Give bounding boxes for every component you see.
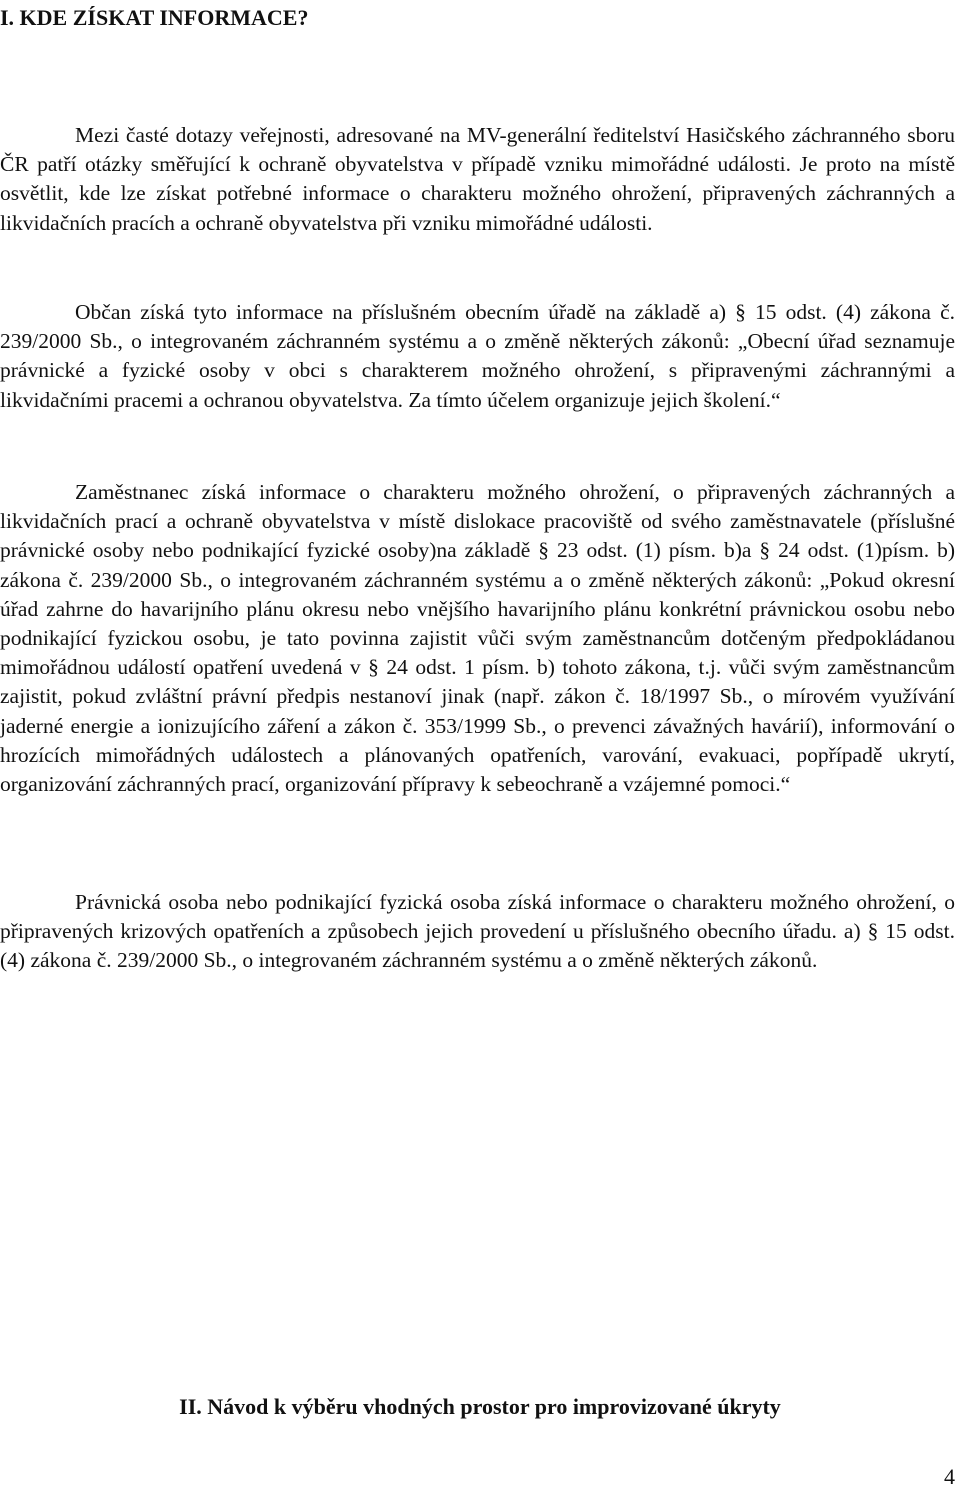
paragraph-employee: Zaměstnanec získá informace o charakteru možného ohrožení, o připravených záchranných a likvidačních prací a ochraně obyvatelstva v místě dislokace pracoviště od svého zaměstnavatele (příslušné právnické osoby nebo podnikající fyzické osoby)na základě § 23 odst. (1) písm. b)a § 24 odst. (1)písm. b) zákona č. 239/2000 Sb., o integrovaném záchranném systému a o změně některých zákonů: „Pokud okresní úřad zahrne do havarijního plánu okresu nebo vnějšího havarijního plánu konkrétní právnickou osobu nebo podnikající fyzickou osobu, je tato povinna zajistit vůči svým zaměstnancům dotčeným předpokládanou mimořádnou událostí opatření uvedená v § 24 odst. 1 písm. b) tohoto zákona, t.j. vůči svým zaměstnancům zajistit, pokud zvláštní právní předpis nestanoví jinak (např. zákon č. 18/1997 Sb., o mírovém využívání jaderné energie a ionizujícího záření a zákon č. 353/1999 Sb., o prevenci závažných havárií), informování o hrozících mimořádných událostech a plánovaných opatřeních, varování, evakuaci, popřípadě ukrytí, organizování záchranných prací, organizování přípravy k sebeochraně a vzájemné pomoci.“ [0, 480, 955, 797]
paragraph-citizen: Občan získá tyto informace na příslušném obecním úřadě na základě a) § 15 odst. (4) zákona č. 239/2000 Sb., o integrovaném záchranném systému a o změně některých zákonů: „Obecní úřad seznamuje právnické a fyzické osoby v obci s charakterem možného ohrožení, s připravenými záchrannými a likvidačními pracemi a ochranou obyvatelstva. Za tímto účelem organizuje jejich školení.“ [0, 300, 955, 412]
next-section-heading: II. Návod k výběru vhodných prostor pro improvizované úkryty [179, 1394, 781, 1419]
paragraph-intro: Mezi časté dotazy veřejnosti, adresované na MV-generální ředitelství Hasičského záchranného sboru ČR patří otázky směřující k ochraně obyvatelstva v případě vzniku mimořádné události. Je proto na místě osvětlit, kde lze získat potřebné informace o charakteru možného ohrožení, připravených záchranných a likvidačních pracích a ochraně obyvatelstva při vzniku mimořádné události. [0, 123, 955, 235]
paragraph-legal-entity: Právnická osoba nebo podnikající fyzická osoba získá informace o charakteru možného ohrožení, o připravených krizových opatřeních a způsobech jejich provedení u příslušného obecního úřadu. a) § 15 odst. (4) zákona č. 239/2000 Sb., o integrovaném záchranném systému a o změně některých zákonů. [0, 890, 955, 973]
section-heading: I. KDE ZÍSKAT INFORMACE? [0, 5, 309, 30]
page-number: 4 [944, 1464, 955, 1489]
